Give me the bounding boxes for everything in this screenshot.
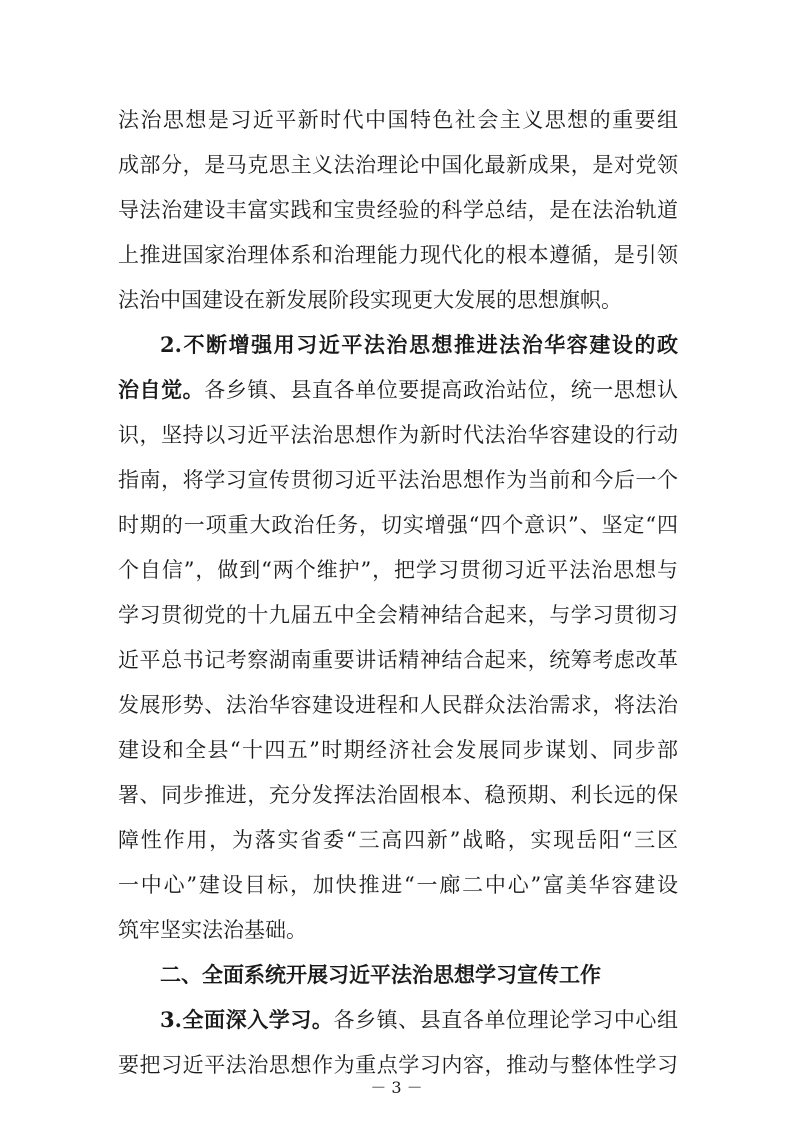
paragraph-line: 障性作用，为落实省委“三高四新”战略，实现岳阳“三区 <box>118 828 678 852</box>
paragraph-line: 法治思想是习近平新时代中国特色社会主义思想的重要组 <box>118 108 678 132</box>
subheading-line: 2.不断增强用习近平法治思想推进法治华容建设的政 <box>160 332 678 357</box>
paragraph-line: 成部分，是马克思主义法治理论中国化最新成果，是对党领 <box>118 153 678 177</box>
paragraph-line <box>118 370 678 410</box>
page-number: － 3 － <box>370 1078 423 1097</box>
subheading-tail: 治自觉。 <box>118 377 205 402</box>
paragraph-line: 近平总书记考察湖南重要讲话精神结合起来，统筹考虑改革 <box>118 648 678 672</box>
paragraph-line: 建设和全县“十四五”时期经济社会发展同步谋划、同步部 <box>118 738 678 762</box>
paragraph-line: 发展形势、法治华容建设进程和人民群众法治需求，将法治 <box>118 693 678 717</box>
subheading: 3.全面深入学习。 <box>160 1007 334 1032</box>
paragraph-line: 时期的一项重大政治任务，切实增强“四个意识”、坚定“四 <box>118 513 678 537</box>
paragraph-line: 要把习近平法治思想作为重点学习内容，推动与整体性学习 <box>118 1053 678 1077</box>
paragraph-line <box>160 1000 678 1040</box>
paragraph-line: 识，坚持以习近平法治思想作为新时代法治华容建设的行动 <box>118 423 678 447</box>
paragraph-line: 一中心”建设目标，加快推进“一廊二中心”富美华容建设 <box>118 873 678 897</box>
paragraph-line: 上推进国家治理体系和治理能力现代化的根本遵循，是引领 <box>118 243 678 267</box>
paragraph-text: 各乡镇、县直各单位要提高政治站位，统一思想认 <box>204 378 678 402</box>
paragraph-line: 学习贯彻党的十九届五中全会精神结合起来，与学习贯彻习 <box>118 603 678 627</box>
paragraph-line: 筑牢坚实法治基础。 <box>118 918 307 942</box>
paragraph-line: 导法治建设丰富实践和宝贵经验的科学总结，是在法治轨道 <box>118 198 678 222</box>
paragraph-line: 署、同步推进，充分发挥法治固根本、稳预期、利长远的保 <box>118 783 678 807</box>
paragraph-line: 指南，将学习宣传贯彻习近平法治思想作为当前和今后一个 <box>118 468 678 492</box>
section-heading: 二、全面系统开展习近平法治思想学习宣传工作 <box>160 962 601 987</box>
paragraph-text: 各乡镇、县直各单位理论学习中心组 <box>333 1008 678 1032</box>
paragraph-line: 法治中国建设在新发展阶段实现更大发展的思想旗帜。 <box>118 288 622 312</box>
paragraph-line: 个自信”，做到“两个维护”，把学习贯彻习近平法治思想与 <box>118 558 678 582</box>
